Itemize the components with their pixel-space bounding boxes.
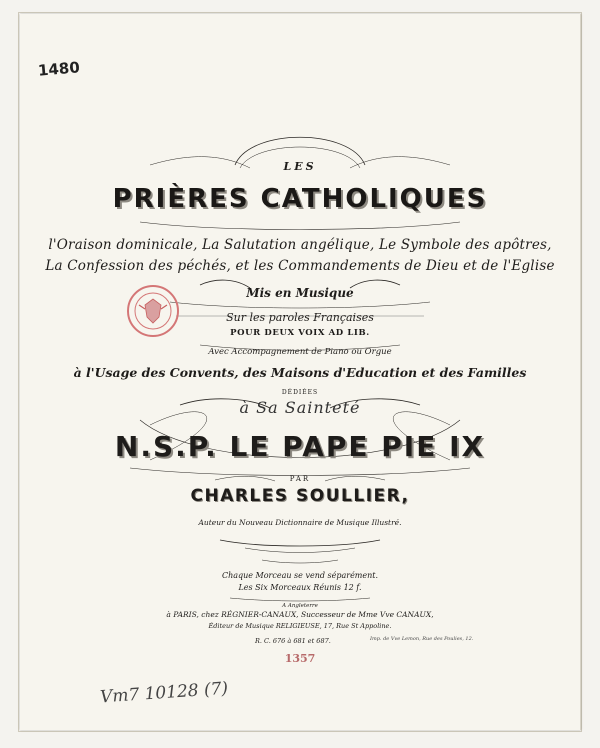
stamp-number: 1357 xyxy=(284,652,316,665)
author-name: CHARLES SOULLIER, xyxy=(190,486,410,506)
sale-note: Chaque Morceau se vend séparément. xyxy=(221,571,379,580)
publisher-editor: Éditeur de Musique RELIGIEUSE, 17, Rue St Appoline. xyxy=(208,622,392,630)
angleterre-note: A Angleterre xyxy=(282,603,318,609)
handwritten-shelf-number: 1480 xyxy=(37,58,81,80)
sa-saintete: à Sa Sainteté xyxy=(239,398,361,417)
par-label: PAR xyxy=(289,475,311,483)
mis-en-musique: Mis en Musique xyxy=(246,286,354,300)
set-price-note: Les Six Morceaux Réunis 12 f. xyxy=(238,583,362,592)
sur-les-paroles: Sur les paroles Françaises xyxy=(226,311,374,324)
pour-deux-voix: POUR DEUX VOIX AD LIB. xyxy=(230,328,370,338)
subtitle-line-2: La Confession des péchés, et les Commandements de Dieu et de l'Eglise xyxy=(45,258,555,274)
printer-imprint: Imp. de Vve Lemon, Rue des Poulies, 12. xyxy=(370,636,474,642)
subtitle-line-1: l'Oraison dominicale, La Salutation angélique, Le Symbole des apôtres, xyxy=(48,237,552,253)
title-article: LES xyxy=(283,160,317,173)
main-title: PRIÈRES CATHOLIQUES xyxy=(112,184,488,214)
dedicatee-title: N.S.P. LE PAPE PIE IX xyxy=(114,430,486,463)
accompaniment-note: Avec Accompagnement de Piano ou Orgue xyxy=(208,347,392,357)
publisher-address: à PARIS, chez RÉGNIER-CANAUX, Successeur de Mme Vve CANAUX, xyxy=(166,610,434,619)
plate-numbers: R. C. 676 à 681 et 687. xyxy=(255,637,331,645)
usage-line: à l'Usage des Convents, des Maisons d'Education et des Familles xyxy=(73,365,527,380)
dedies-label: DÉDIÉES xyxy=(281,389,319,396)
author-note: Auteur du Nouveau Dictionnaire de Musique Illustré. xyxy=(198,518,402,527)
handwritten-call-number: Vm7 10128 (7) xyxy=(99,678,229,708)
